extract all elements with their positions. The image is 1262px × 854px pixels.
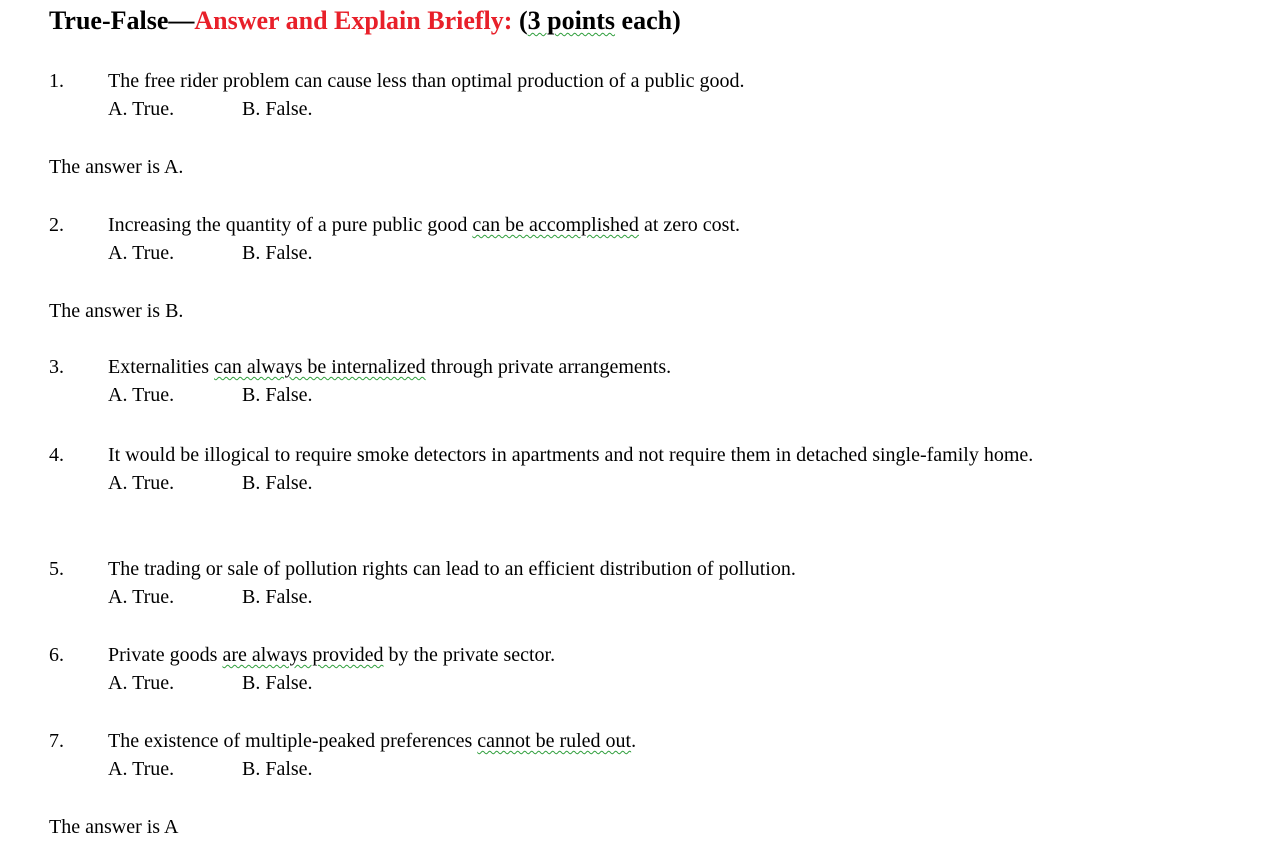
- option-b: B. False.: [242, 672, 313, 694]
- option-b: B. False.: [242, 98, 313, 120]
- question-number: 4.: [49, 444, 64, 466]
- question-number: 3.: [49, 356, 64, 378]
- question-text: [108, 441, 1218, 469]
- question-text: [108, 211, 1218, 239]
- question-text-flagged: can always be internalized: [214, 356, 426, 378]
- question-options: [108, 381, 1218, 409]
- option-b: B. False.: [242, 586, 313, 608]
- option-a: A. True.: [108, 98, 175, 120]
- option-a: A. True.: [108, 472, 175, 494]
- question-options: [108, 755, 1218, 783]
- question-7: [49, 727, 1218, 783]
- question-text-flagged: can be accomplished: [472, 214, 639, 236]
- question-options: [108, 583, 1218, 611]
- question-text-part: .: [631, 730, 637, 752]
- question-options: [108, 469, 1218, 497]
- question-text: [108, 641, 1218, 669]
- question-2: [49, 211, 1218, 267]
- question-text-part: The free rider problem can cause less than optimal production of a public good.: [108, 70, 745, 92]
- question-text-part: Externalities: [108, 356, 215, 378]
- question-text-part: through private arrangements.: [425, 356, 672, 378]
- question-options: [108, 669, 1218, 697]
- option-b: B. False.: [242, 384, 313, 406]
- heading-points-open: (: [518, 6, 528, 35]
- option-a: A. True.: [108, 242, 175, 264]
- question-options: [108, 239, 1218, 267]
- question-6: [49, 641, 1218, 697]
- heading-points-value: 3 points: [527, 6, 616, 35]
- question-text: [108, 727, 1218, 755]
- question-number: 1.: [49, 70, 64, 92]
- question-text: [108, 353, 1218, 381]
- question-number: 7.: [49, 730, 64, 752]
- question-text-part: Increasing the quantity of a pure public good: [108, 214, 473, 236]
- section-heading: [49, 4, 681, 38]
- question-text: [108, 555, 1218, 583]
- question-text-flagged: are always provided: [222, 644, 384, 666]
- heading-title: True-False—: [49, 6, 195, 35]
- question-text-part: The existence of multiple-peaked preferences: [108, 730, 478, 752]
- option-b: B. False.: [242, 472, 313, 494]
- question-text-flagged: cannot be ruled out: [477, 730, 632, 752]
- question-options: [108, 95, 1218, 123]
- option-b: B. False.: [242, 758, 313, 780]
- question-text: [108, 67, 1218, 95]
- option-a: A. True.: [108, 586, 175, 608]
- question-1: [49, 67, 1218, 123]
- question-text-part: by the private sector.: [383, 644, 556, 666]
- question-3: [49, 353, 1218, 409]
- question-5: [49, 555, 1218, 611]
- answer-7: The answer is A: [49, 816, 179, 838]
- question-number: 2.: [49, 214, 64, 236]
- question-text-part: Private goods: [108, 644, 223, 666]
- option-b: B. False.: [242, 242, 313, 264]
- heading-points-close: each): [615, 6, 681, 35]
- question-text-part: at zero cost.: [638, 214, 741, 236]
- answer-1: The answer is A.: [49, 156, 184, 178]
- question-text-part: The trading or sale of pollution rights can lead to an efficient distribution of pollution.: [108, 558, 796, 580]
- heading-instruction: Answer and Explain Briefly:: [194, 6, 513, 35]
- option-a: A. True.: [108, 384, 175, 406]
- question-text-part: It would be illogical to require smoke detectors in apartments and not require them in detached single-family home.: [108, 444, 1034, 466]
- option-a: A. True.: [108, 758, 175, 780]
- option-a: A. True.: [108, 672, 175, 694]
- question-4: [49, 441, 1218, 497]
- answer-2: The answer is B.: [49, 300, 184, 322]
- question-number: 5.: [49, 558, 64, 580]
- question-number: 6.: [49, 644, 64, 666]
